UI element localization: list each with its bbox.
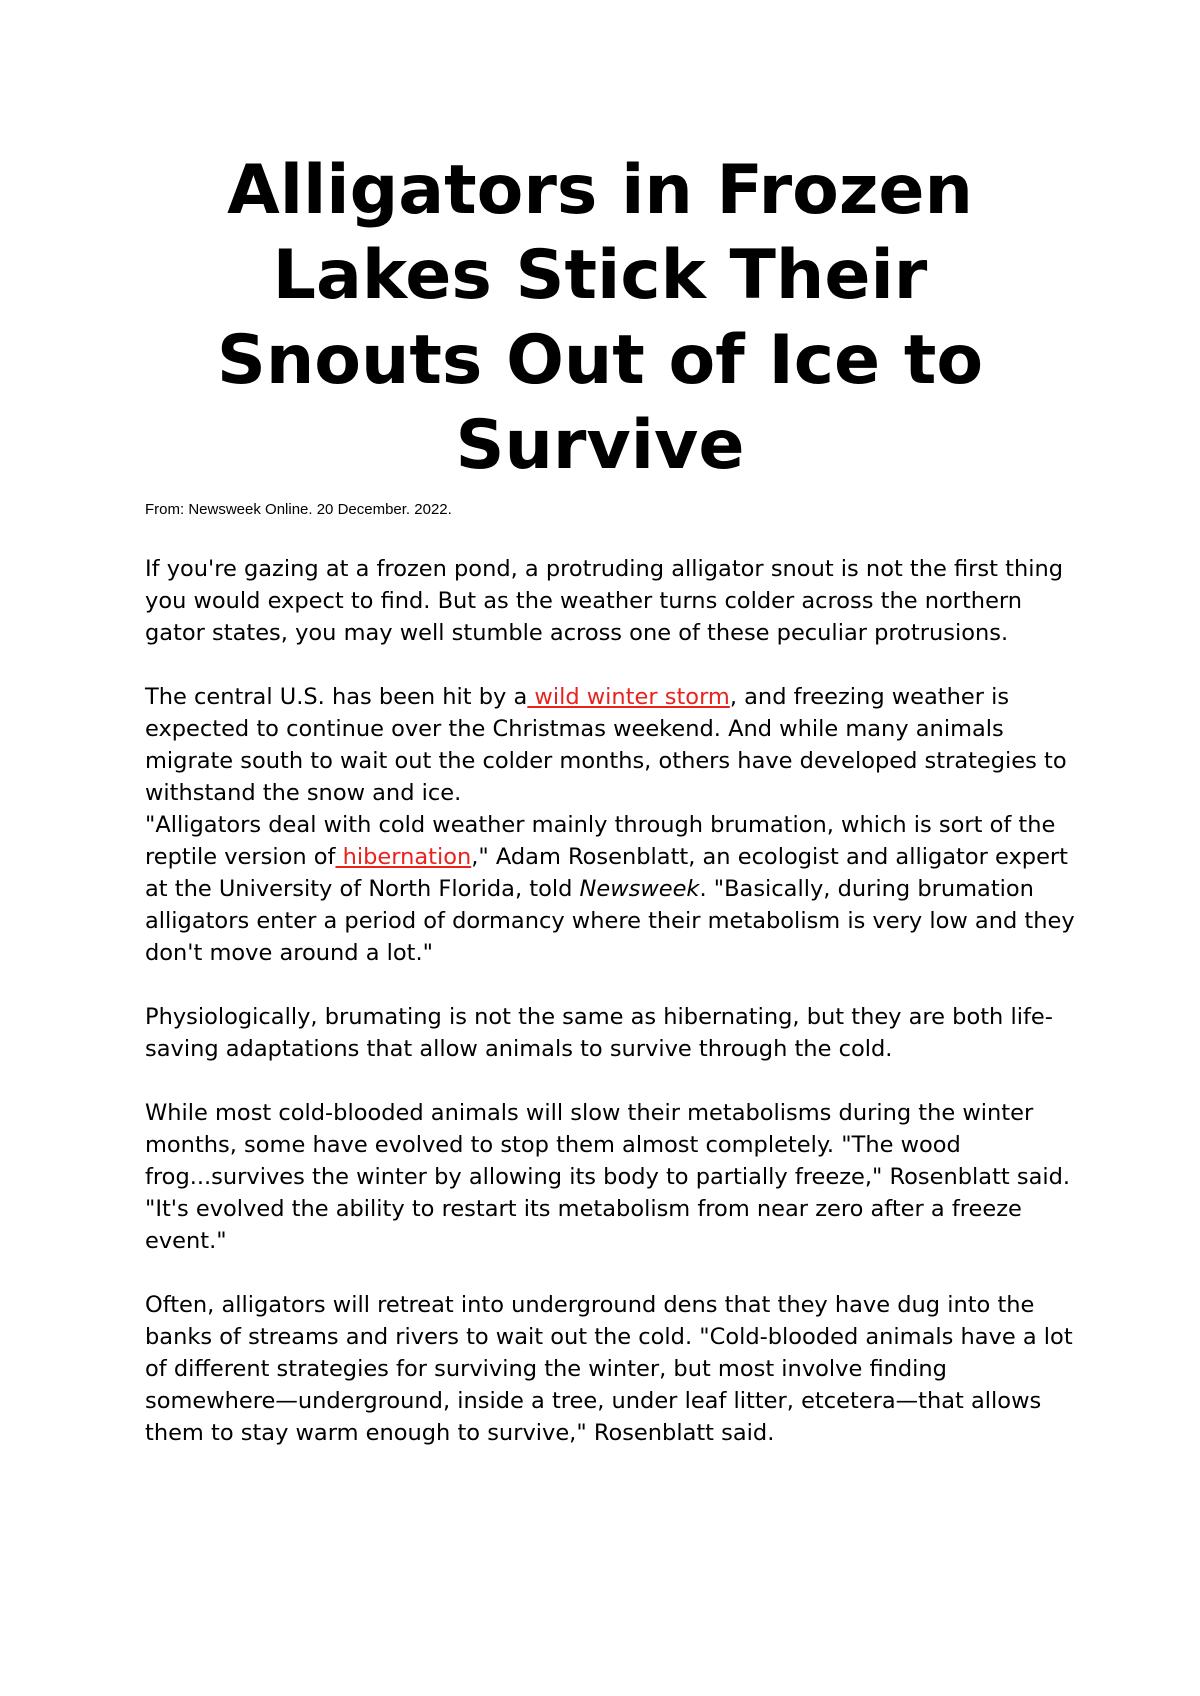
paragraph-gap	[145, 649, 1075, 681]
paragraph-2-text-after: , and freezing weather is expected to continue over the Christmas weekend. And while many animals migrate south to wait out the colder months, others have developed strategies to withstand the snow and ice.	[145, 684, 1067, 806]
paragraph-3	[145, 809, 1075, 969]
wild-winter-storm-link[interactable]: wild winter storm	[527, 684, 730, 710]
paragraph-3-text-before: "Alligators deal with cold weather mainly through brumation, which is sort of the reptile version of	[145, 812, 1056, 870]
paragraph-gap	[145, 1257, 1075, 1289]
paragraph-gap	[145, 969, 1075, 1001]
paragraph-6: Often, alligators will retreat into underground dens that they have dug into the banks of streams and rivers to wait out the cold. "Cold-blooded animals have a lot of different strategies for surviving the winter, but most involve finding somewhere—underground, inside a tree, under leaf litter, etcetera—that allows them to stay warm enough to survive," Rosenblatt said.	[145, 1292, 1073, 1446]
paragraph-3-text-after: . "Basically, during brumation alligators enter a period of dormancy where their metabolism is very low and they don't move around a lot."	[145, 876, 1075, 966]
article-title: Alligators in Frozen Lakes Stick Their Snouts Out of Ice to Survive	[216, 151, 984, 485]
paragraph-4: Physiologically, brumating is not the same as hibernating, but they are both life-saving adaptations that allow animals to survive through the cold.	[145, 1004, 1053, 1062]
paragraph-5: While most cold-blooded animals will slow their metabolisms during the winter months, some have evolved to stop them almost completely. "The wood frog...survives the winter by allowing its body to partially freeze," Rosenblatt said. "It's evolved the ability to restart its metabolism from near zero after a freeze event."	[145, 1100, 1071, 1254]
newsweek-italic: Newsweek	[579, 876, 700, 902]
paragraph-gap	[145, 1065, 1075, 1097]
paragraph-3-text-middle: ," Adam Rosenblatt, an ecologist and alligator expert at the University of North Florida, told	[145, 844, 1068, 902]
article-source: From: Newsweek Online. 20 December. 2022.	[145, 501, 452, 518]
paragraph-1: If you're gazing at a frozen pond, a protruding alligator snout is not the first thing you would expect to find. But as the weather turns colder across the northern gator states, you may well stumble across one of these peculiar protrusions.	[145, 556, 1064, 646]
paragraph-2	[145, 681, 1075, 809]
hibernation-link[interactable]: hibernation	[335, 844, 472, 870]
paragraph-2-text-before: The central U.S. has been hit by a	[145, 684, 528, 710]
article-body	[145, 553, 1075, 1449]
